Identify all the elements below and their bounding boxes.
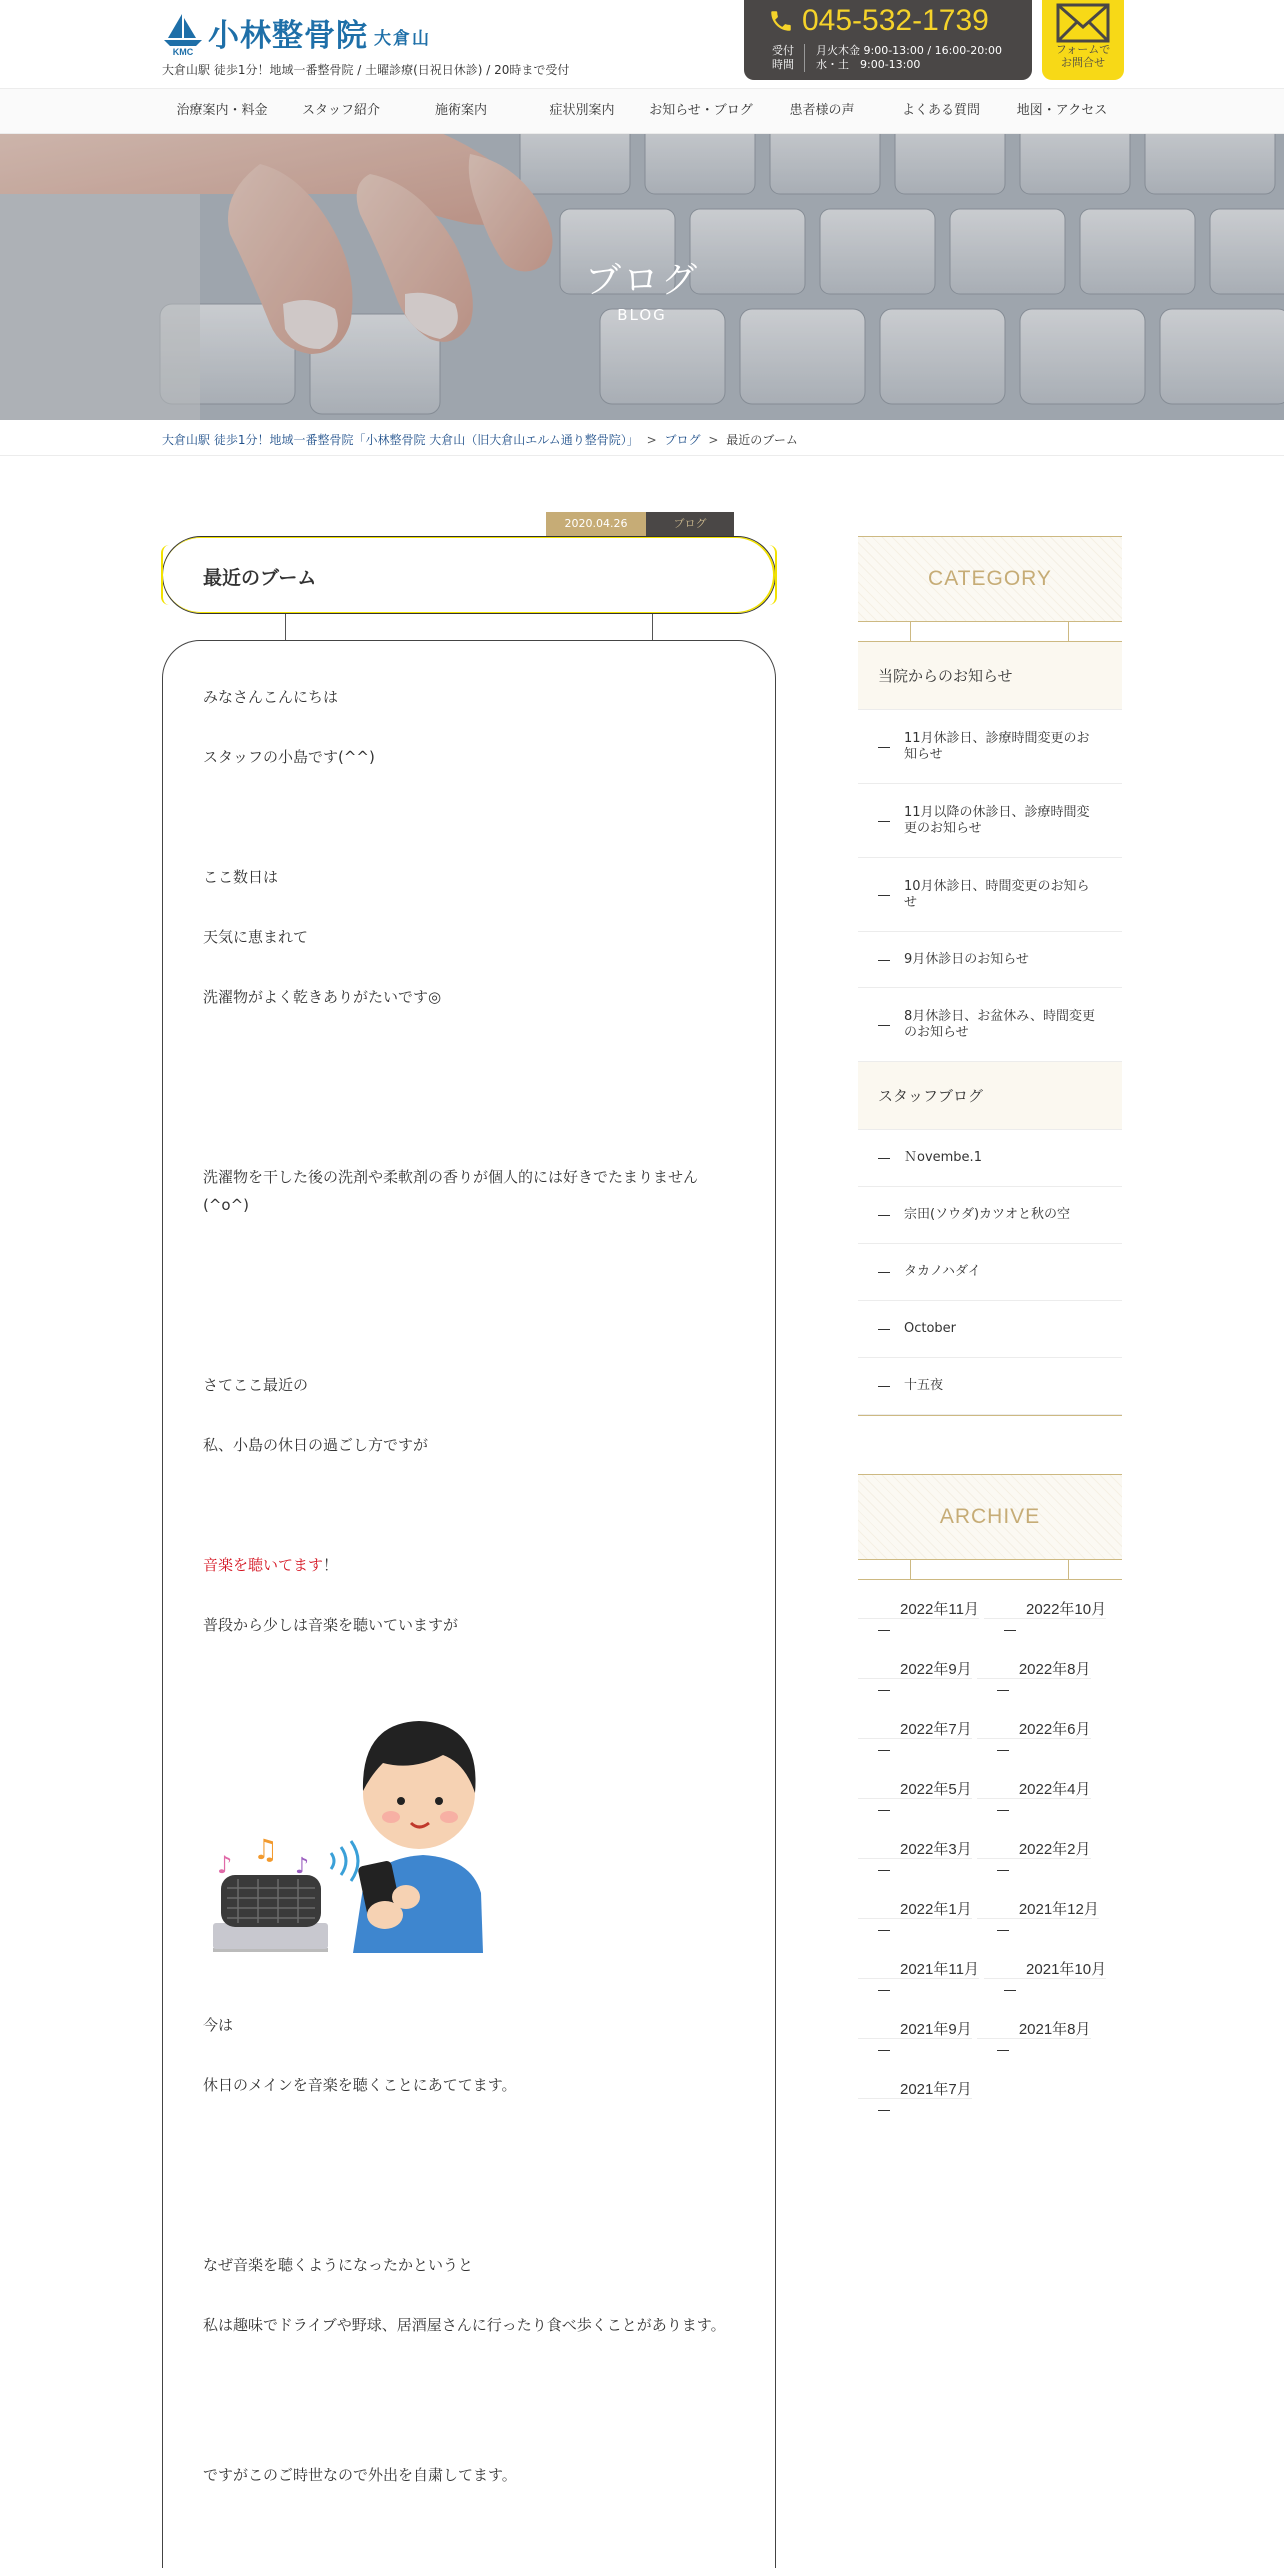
- breadcrumb-current: 最近のブーム: [726, 433, 798, 447]
- category-group-staff-blog[interactable]: スタッフブログ: [858, 1062, 1122, 1130]
- archive-link[interactable]: 2022年9月: [858, 1661, 972, 1679]
- category-post-link[interactable]: 宗田(ソウダ)カツオと秋の空: [858, 1187, 1122, 1244]
- article-paragraph: 普段から少しは音楽を聴いていますが: [203, 1616, 459, 1634]
- category-widget-title: CATEGORY: [928, 567, 1052, 590]
- title-connector-left: [285, 614, 286, 642]
- category-post-link[interactable]: 9月休診日のお知らせ: [858, 932, 1122, 988]
- category-post-link[interactable]: 11月以降の休診日、診療時間変更のお知らせ: [858, 784, 1122, 858]
- archive-link[interactable]: 2022年1月: [858, 1901, 972, 1919]
- site-header: [0, 0, 1284, 88]
- archive-link[interactable]: 2022年4月: [977, 1781, 1091, 1799]
- nav-item-staff[interactable]: スタッフ紹介: [301, 103, 381, 118]
- article-paragraph: 今は: [203, 2016, 234, 2034]
- hours-text: 月火木金 9:00-13:00 / 16:00-20:00 水・土 9:00-13:00: [816, 44, 1002, 71]
- archive-link[interactable]: 2022年6月: [977, 1721, 1091, 1739]
- hero-subtitle: BLOG: [617, 306, 667, 324]
- archive-link[interactable]: 2021年9月: [858, 2021, 972, 2039]
- nav-item-procedures[interactable]: 施術案内: [434, 103, 488, 118]
- phone-icon: [768, 8, 794, 34]
- logo-badge: KMC: [172, 47, 194, 56]
- phone-box[interactable]: [744, 0, 1032, 80]
- svg-text:♪: ♪: [217, 1851, 233, 1879]
- logo-name: 小林整骨院: [208, 18, 368, 54]
- archive-widget-title: ARCHIVE: [939, 1505, 1041, 1528]
- category-widget-header: [858, 536, 1122, 622]
- nav-item-access[interactable]: 地図・アクセス: [1016, 103, 1108, 118]
- archive-link[interactable]: 2022年3月: [858, 1841, 972, 1859]
- hero-title: ブログ: [584, 260, 699, 301]
- article-body: [162, 640, 776, 2568]
- breadcrumb-separator: >: [646, 433, 657, 447]
- archive-link[interactable]: 2022年8月: [977, 1661, 1091, 1679]
- article-paragraph: 天気に恵まれて: [203, 928, 309, 946]
- archive-link[interactable]: 2021年12月: [977, 1901, 1099, 1919]
- archive-link[interactable]: 2021年8月: [977, 2021, 1091, 2039]
- site-logo[interactable]: [162, 12, 431, 56]
- archive-link[interactable]: 2022年11月: [858, 1601, 979, 1619]
- archive-widget-tabs: [858, 1560, 1122, 1580]
- article-paragraph: 私、小島の休日の過ごし方ですが: [203, 1436, 429, 1454]
- music-listening-illustration: [203, 1683, 483, 1953]
- category-post-link[interactable]: October: [858, 1301, 1122, 1358]
- title-accent-left: [161, 545, 169, 605]
- nav-item-treatment-fees[interactable]: 治療案内・料金: [176, 103, 268, 118]
- article-paragraph: ですがこのご時世なので外出を自粛してます。: [203, 2466, 517, 2484]
- svg-text:♫: ♫: [253, 1833, 279, 1866]
- article-title: 最近のブーム: [203, 567, 317, 589]
- title-accent-right: [769, 545, 777, 605]
- article-paragraph: みなさんこんにちは: [203, 688, 339, 706]
- logo-area: 大倉山: [374, 29, 431, 49]
- article-category[interactable]: ブログ: [646, 512, 734, 536]
- archive-link[interactable]: 2021年7月: [858, 2081, 972, 2099]
- archive-link[interactable]: 2022年7月: [858, 1721, 972, 1739]
- nav-item-testimonials[interactable]: 患者様の声: [789, 103, 855, 118]
- breadcrumb-home[interactable]: 大倉山駅 徒歩1分！地域一番整骨院「小林整骨院 大倉山（旧大倉山エルム通り整骨院）」: [162, 433, 639, 447]
- archive-link[interactable]: 2022年5月: [858, 1781, 972, 1799]
- phone-number-text: 045-532-1739: [802, 4, 989, 37]
- global-nav: [0, 88, 1284, 134]
- article-date: 2020.04.26: [546, 512, 646, 536]
- phone-number[interactable]: [768, 4, 989, 38]
- category-list: [858, 642, 1122, 1416]
- category-widget-tabs: [858, 622, 1122, 642]
- breadcrumb-separator: >: [708, 433, 719, 447]
- nav-item-symptoms[interactable]: 症状別案内: [549, 103, 615, 118]
- category-post-link[interactable]: Ｎovembe.1: [858, 1130, 1122, 1187]
- breadcrumb-blog[interactable]: ブログ: [664, 433, 701, 447]
- svg-text:♪: ♪: [295, 1854, 310, 1879]
- nav-item-faq[interactable]: よくある質問: [901, 103, 981, 118]
- article-paragraph: スタッフの小島です(^^): [203, 748, 375, 766]
- nav-item-news-blog[interactable]: お知らせ・ブログ: [649, 103, 753, 118]
- title-connector-right: [652, 614, 653, 642]
- archive-link[interactable]: 2021年11月: [858, 1961, 979, 1979]
- category-post-link[interactable]: 11月休診日、診療時間変更のお知らせ: [858, 710, 1122, 784]
- article-paragraph: 私は趣味でドライブや野球、居酒屋さんに行ったり食べ歩くことがあります。: [203, 2316, 726, 2334]
- archive-widget-header: [858, 1474, 1122, 1560]
- category-post-link[interactable]: タカノハダイ: [858, 1244, 1122, 1301]
- hours-label: 受付 時間: [772, 44, 794, 71]
- header-tagline: 大倉山駅 徒歩1分！地域一番整骨院 / 土曜診療(日祝日休診) / 20時まで受付: [162, 63, 570, 77]
- article-paragraph: なぜ音楽を聴くようになったかというと: [203, 2256, 474, 2274]
- hero-banner: [0, 134, 1284, 420]
- archive-link[interactable]: 2021年10月: [984, 1961, 1106, 1979]
- category-post-link[interactable]: 10月休診日、時間変更のお知らせ: [858, 858, 1122, 932]
- article-paragraph: さてここ最近の: [203, 1376, 309, 1394]
- archive-link[interactable]: 2022年10月: [984, 1601, 1106, 1619]
- article-paragraph: 洗濯物がよく乾きありがたいです◎: [203, 988, 442, 1006]
- category-group-clinic-news[interactable]: 当院からのお知らせ: [858, 642, 1122, 710]
- article-paragraph: ここ数日は: [203, 868, 279, 886]
- category-post-link[interactable]: 十五夜: [858, 1358, 1122, 1415]
- archive-list: [858, 1580, 1122, 2120]
- archive-link[interactable]: 2022年2月: [977, 1841, 1091, 1859]
- article-highlight: 音楽を聴いてます！: [203, 1556, 339, 1574]
- article-paragraph: 休日のメインを音楽を聴くことにあててます。: [203, 2076, 517, 2094]
- article-paragraph: 洗濯物を干した後の洗剤や柔軟剤の香りが個人的には好きでたまりません(^o^): [203, 1168, 699, 1214]
- breadcrumb: [0, 420, 1284, 456]
- category-post-link[interactable]: 8月休診日、お盆休み、時間変更のお知らせ: [858, 988, 1122, 1062]
- ship-logo-icon: [162, 12, 204, 56]
- contact-form-label: フォームで お問合せ: [1055, 43, 1111, 69]
- hours-divider: [804, 44, 805, 72]
- contact-form-button[interactable]: [1042, 0, 1124, 80]
- mail-icon: [1056, 3, 1110, 43]
- article-title-box: [162, 536, 776, 614]
- article-meta: [546, 512, 734, 536]
